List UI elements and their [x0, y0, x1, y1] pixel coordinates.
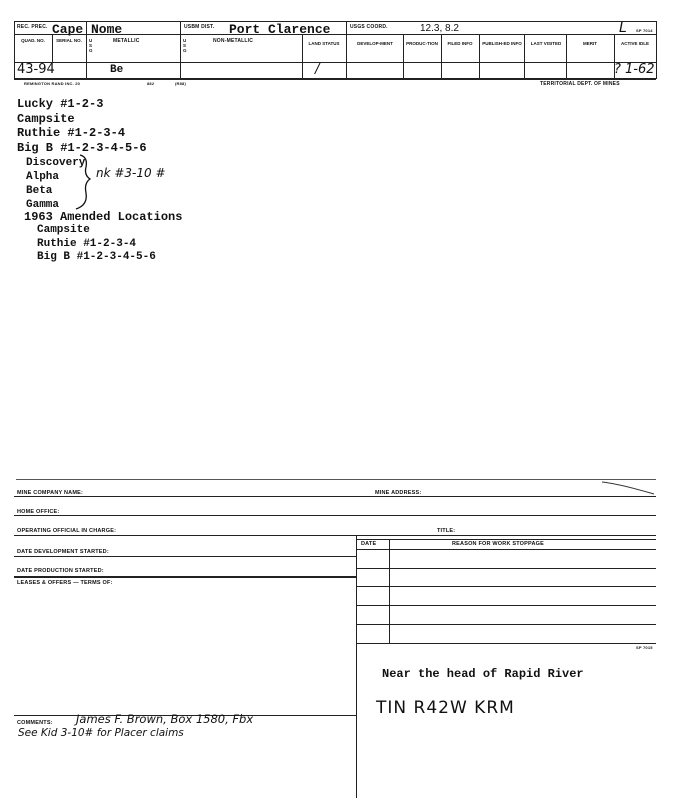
home-office-label: HOME OFFICE: [17, 509, 60, 515]
rec-prec-value: Cape Nome [52, 22, 123, 37]
date-production-label: DATE PRODUCTION STARTED: [17, 568, 104, 574]
form-number: SP 7014 [636, 28, 653, 33]
comments-label: COMMENTS: [17, 720, 53, 726]
operating-official-label: OPERATING OFFICIAL IN CHARGE: [17, 528, 117, 534]
usbm-dist-label: USBM DIST. [184, 24, 215, 30]
leases-offers-label: LEASES & OFFERS — TERMS OF: [17, 580, 113, 586]
work-stoppage-label: REASON FOR WORK STOPPAGE [452, 541, 544, 547]
claims-list [17, 97, 147, 155]
township-range: TIN R42W KRM [376, 698, 515, 718]
usbm-dist-value: Port Clarence [229, 22, 331, 37]
usgs-coord-label: USGS COORD. [350, 24, 388, 30]
claim-line: Campsite [17, 111, 75, 126]
top-right-mark: L [619, 20, 627, 36]
active-idle-label: ACTIVE IDLE [620, 41, 649, 46]
comments-line-2: See Kid 3-10# for Placer claims [18, 727, 184, 739]
title-label: TITLE: [437, 528, 456, 534]
location-note: Near the head of Rapid River [382, 667, 584, 681]
last-visited-label: LAST VISITED [530, 41, 562, 46]
amended-line: Ruthie #1-2-3-4 [37, 237, 137, 250]
bracket-claim-line: Beta [26, 185, 53, 197]
claim-line: Big B #1-2-3-4-5-6 [17, 140, 147, 155]
production-label: PRODUC-TION [406, 41, 438, 46]
date-column-label: DATE [361, 541, 377, 547]
merit-label: MERIT [583, 41, 597, 46]
usgs-letters-nonmetallic: U S G [183, 38, 187, 53]
mine-address-label: MINE ADDRESS: [375, 490, 422, 496]
bracket-brace [74, 153, 104, 213]
printer-line: REMINGTON RAND INC. 20 [24, 81, 81, 86]
printer-code-2: (R88) [175, 81, 187, 86]
usgs-coord-value: 12.3, 8.2 [420, 23, 459, 34]
rec-prec-label: REC. PREC. [17, 24, 48, 30]
land-status-value: / [315, 62, 320, 77]
quad-no-label: QUAD. NO. [21, 38, 45, 43]
amended-line: Campsite [37, 224, 90, 236]
printer-code: 882 [147, 81, 155, 86]
development-label: DEVELOP-MENT [357, 41, 393, 46]
published-info-label: PUBLISH-ED INFO [482, 41, 522, 46]
comments-line-1: James F. Brown, Box 1580, Fbx [76, 712, 254, 726]
serial-no-label: SERIAL NO. [56, 38, 82, 43]
active-idle-value: ? 1-62 [614, 62, 655, 77]
land-status-label: LAND STATUS [308, 41, 340, 46]
form-number-bottom: SP 7015 [636, 645, 653, 650]
usgs-letters-metallic: U S G [89, 38, 93, 53]
metallic-value: Be [110, 64, 124, 76]
amended-line: Big B #1-2-3-4-5-6 [37, 251, 156, 263]
quad-number-value: 43-94 [17, 62, 55, 77]
claim-line: Lucky #1-2-3 [17, 97, 104, 111]
bracket-claim-line: Gamma [26, 199, 60, 211]
non-metallic-label: NON-METALLIC [213, 38, 254, 44]
bracket-claim-line: Alpha [26, 171, 60, 183]
mine-company-label: MINE COMPANY NAME: [17, 490, 84, 496]
filed-info-label: FILED INFO [447, 41, 473, 46]
date-development-label: DATE DEVELOPMENT STARTED: [17, 549, 109, 555]
corner-curl [600, 480, 656, 498]
amended-title: 1963 Amended Locations [24, 210, 183, 224]
bracket-claim-line: Discovery [26, 157, 86, 169]
bracket-note: nk #3-10 # [96, 166, 166, 180]
claim-line: Ruthie #1-2-3-4 [17, 126, 126, 140]
metallic-label: METALLIC [113, 38, 140, 44]
department-line: TERRITORIAL DEPT. OF MINES [540, 81, 620, 87]
amended-list [37, 224, 156, 265]
